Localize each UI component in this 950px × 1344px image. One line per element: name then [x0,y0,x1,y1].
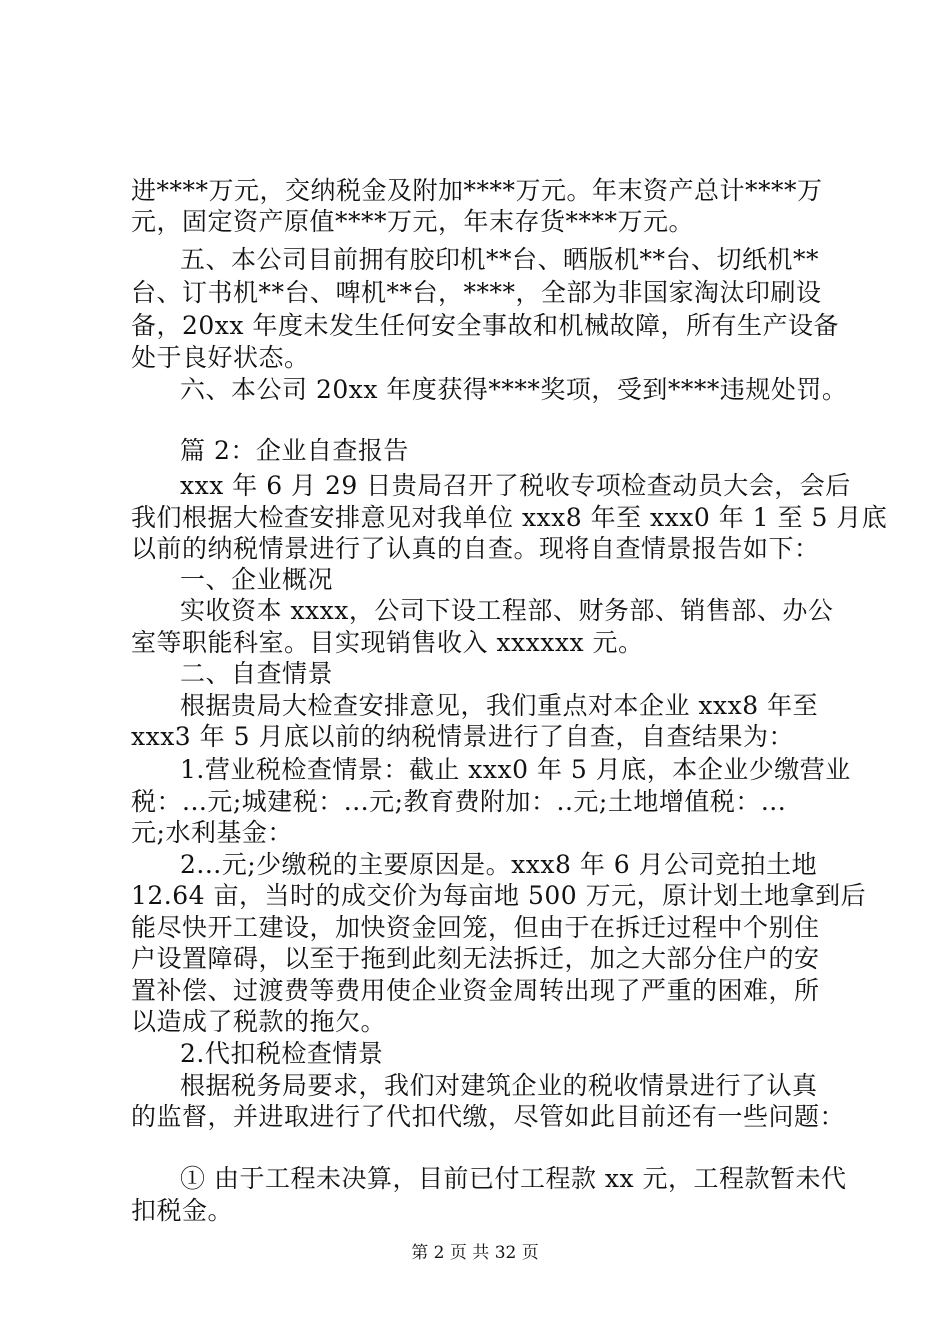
section-heading: 一、企业概况 [180,565,334,594]
paragraph-line: 实收资本 xxxx，公司下设工程部、财务部、销售部、办公 [180,596,834,625]
paragraph-line: 12.64 亩，当时的成交价为每亩地 500 万元，原计划土地拿到后 [131,881,867,910]
paragraph-line: 1.营业税检查情景：截止 xxx0 年 5 月底，本企业少缴营业 [180,755,851,784]
paragraph-line: 元，固定资产原值****万元，年末存货****万元。 [131,207,695,236]
section-heading: 二、自查情景 [180,659,334,688]
paragraph-line: 元;水利基金： [131,818,293,847]
paragraph-line: 能尽快开工建设，加快资金回笼，但由于在拆迁过程中个别住 [131,913,820,942]
paragraph-line: xxx 年 6 月 29 日贵局召开了税收专项检查动员大会，会后 [180,471,851,500]
paragraph-line: xxx3 年 5 月底以前的纳税情景进行了自查，自查结果为： [131,722,794,751]
paragraph-line: ① 由于工程未决算，目前已付工程款 xx 元，工程款暂未代 [180,1164,847,1193]
paragraph-line: 以前的纳税情景进行了认真的自查。现将自查情景报告如下： [131,534,820,563]
paragraph-line: 进****万元，交纳税金及附加****万元。年末资产总计****万 [131,176,823,205]
paragraph-line: 根据贵局大检查安排意见，我们重点对本企业 xxx8 年至 [180,691,819,720]
paragraph-line: 2...元;少缴税的主要原因是。xxx8 年 6 月公司竞拍土地 [180,850,818,879]
paragraph-line: 台、订书机**台、啤机**台，****，全部为非国家淘汰印刷设 [131,278,822,307]
paragraph-line: 根据税务局要求，我们对建筑企业的税收情景进行了认真 [180,1071,818,1100]
paragraph-line: 以造成了税款的拖欠。 [131,1007,387,1036]
paragraph-line: 我们根据大检查安排意见对我单位 xxx8 年至 xxx0 年 1 至 5 月底 [131,503,888,532]
paragraph-line: 室等职能科室。目实现销售收入 xxxxxx 元。 [131,628,644,657]
paragraph-line: 户设置障碍，以至于拖到此刻无法拆迁，加之大部分住户的安 [131,944,820,973]
paragraph-line: 处于良好状态。 [131,343,310,372]
paragraph-line: 税：...元;城建税：...元;教育费附加：..元;土地增值税：... [131,787,787,816]
page-number: 第 2 页 共 32 页 [411,1243,539,1263]
paragraph-line: 备，20xx 年度未发生任何安全事故和机械故障，所有生产设备 [131,311,839,340]
section-heading: 2.代扣税检查情景 [180,1039,384,1068]
paragraph-line: 六、本公司 20xx 年度获得****奖项，受到****违规处罚。 [180,375,848,404]
paragraph-line: 扣税金。 [131,1196,234,1225]
paragraph-line: 置补偿、过渡费等费用使企业资金周转出现了严重的困难，所 [131,976,820,1005]
section-heading: 篇 2：企业自查报告 [180,436,409,465]
paragraph-line: 的监督，并进取进行了代扣代缴，尽管如此目前还有一些问题： [131,1102,846,1131]
paragraph-line: 五、本公司目前拥有胶印机**台、晒版机**台、切纸机** [180,245,820,274]
